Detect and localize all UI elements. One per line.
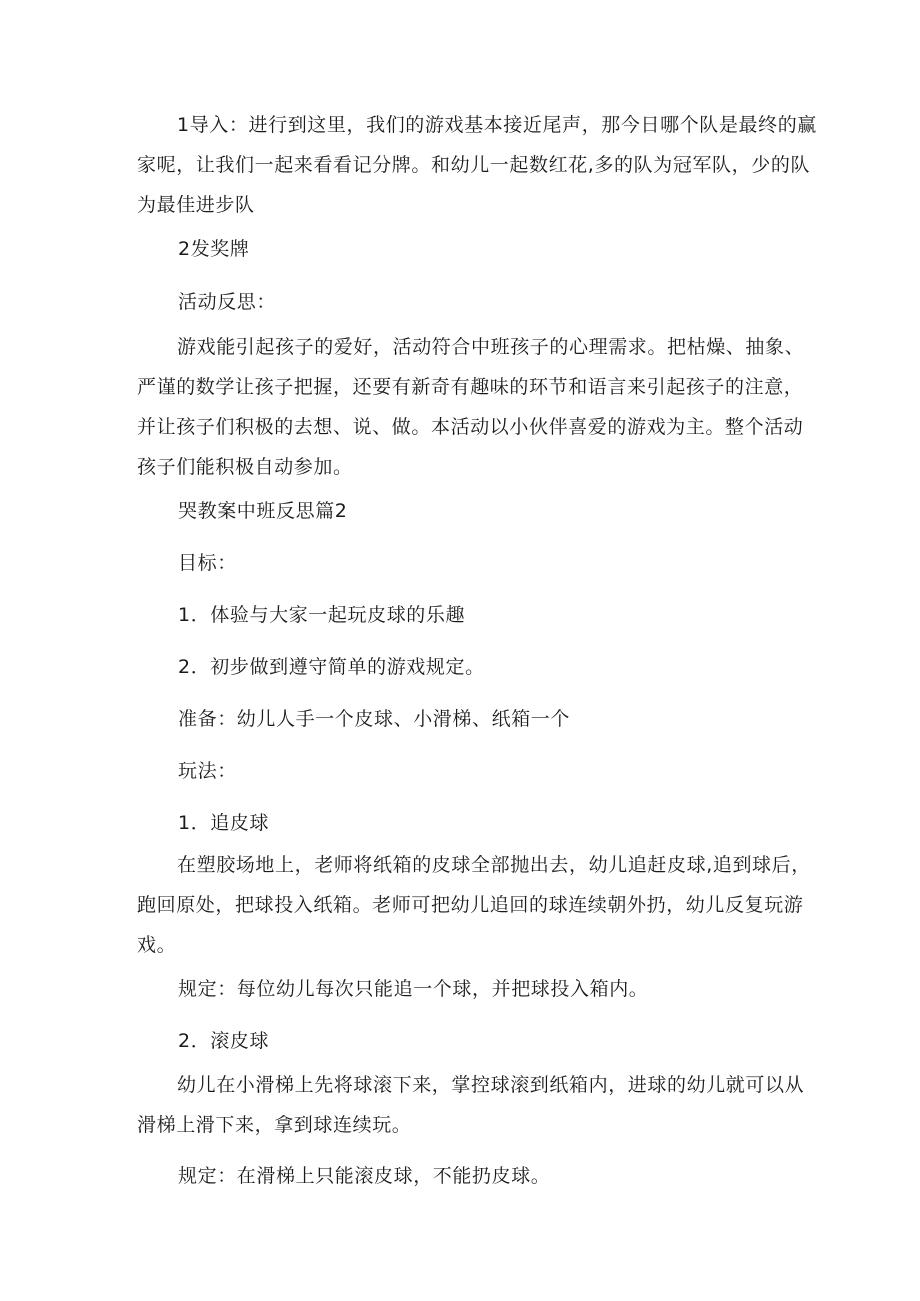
paragraph-intro: 1导入：进行到这里，我们的游戏基本接近尾声，那今日哪个队是最终的赢家呢，让我们一起来看看记分牌。和幼儿一起数红花,多的队为冠军队，少的队为最佳进步队 (137, 114, 817, 216)
rule-roll-ball: 规定：在滑梯上只能滚皮球，不能扔皮球。 (178, 1165, 551, 1187)
rule-chase-ball: 规定：每位幼儿每次只能追一个球，并把球投入箱内。 (178, 978, 649, 1000)
goal-item-2: 2．初步做到遵守简单的游戏规定。 (178, 656, 485, 678)
gameplay-item-1: 1．追皮球 (178, 812, 270, 834)
paragraph-award: 2发奖牌 (178, 238, 250, 260)
heading-reflection: 活动反思： (178, 291, 277, 313)
goal-item-1: 1．体验与大家一起玩皮球的乐趣 (178, 604, 466, 626)
paragraph-preparation: 准备：幼儿人手一个皮球、小滑梯、纸箱一个 (178, 708, 571, 730)
paragraph-reflection: 游戏能引起孩子的爱好，活动符合中班孩子的心理需求。把枯燥、抽象、严谨的数学让孩子把握，还要有新奇有趣味的环节和语言来引起孩子的注意，并让孩子们积极的去想、说、做。本活动以小伙伴喜爱的游戏为主。整个活动孩子们能积极自动参加。 (137, 336, 805, 478)
heading-gameplay: 玩法： (178, 760, 237, 782)
heading-goals: 目标： (178, 552, 237, 574)
gameplay-item-2: 2．滚皮球 (178, 1030, 270, 1052)
paragraph-roll-ball: 幼儿在小滑梯上先将球滚下来，掌控球滚到纸箱内，进球的幼儿就可以从滑梯上滑下来，拿到球连续玩。 (137, 1074, 805, 1136)
paragraph-chase-ball: 在塑胶场地上，老师将纸箱的皮球全部抛出去，幼儿追赶皮球,追到球后，跑回原处，把球投入纸箱。老师可把幼儿追回的球连续朝外扔，幼儿反复玩游戏。 (137, 854, 811, 956)
section-title: 哭教案中班反思篇2 (178, 500, 348, 522)
